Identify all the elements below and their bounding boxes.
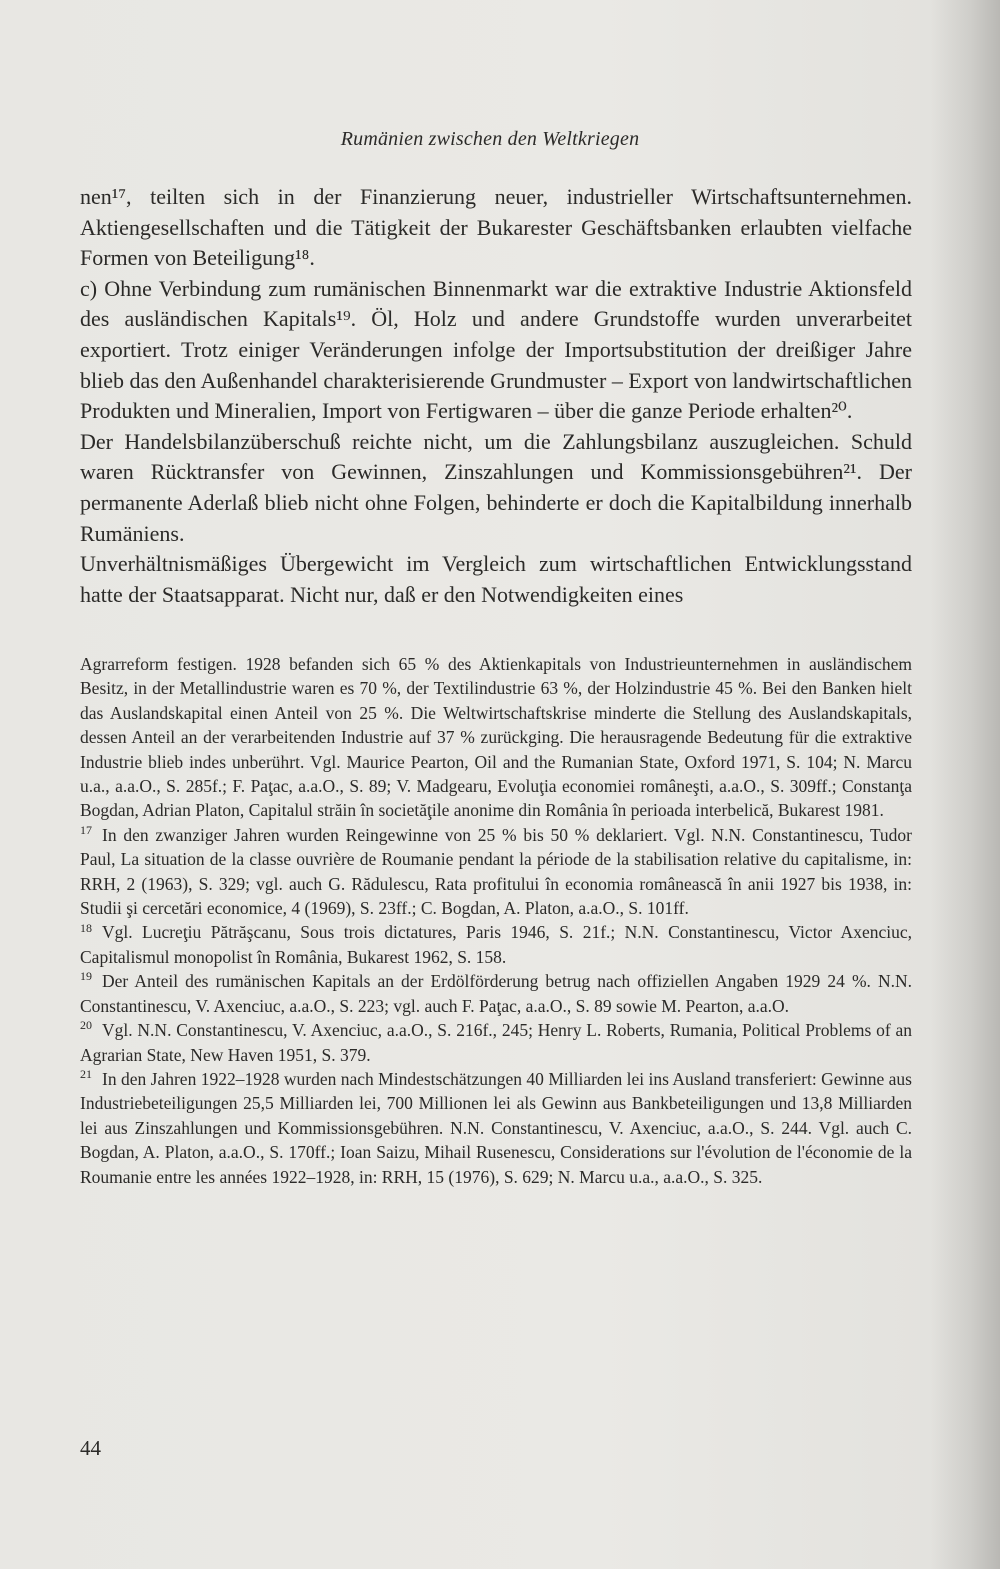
body-paragraph: nen¹⁷, teilten sich in der Finanzierung neuer, industrieller Wirtschaftsunternehmen. Aktiengesellschaften und die Tätigkeit der Bukarester Geschäftsbanken erlaubten vielfache Formen von Beteiligung¹⁸.	[80, 184, 912, 271]
body-paragraph: Unverhältnismäßiges Übergewicht im Vergleich zum wirtschaftlichen Entwicklungsstand hatte der Staatsapparat. Nicht nur, daß er den Notwendigkeiten eines	[80, 551, 912, 607]
running-head: Rumänien zwischen den Weltkriegen	[340, 128, 640, 150]
footnote-number: 17	[80, 823, 92, 838]
body-paragraph: Der Handelsbilanzüberschuß reichte nicht, um die Zahlungsbilanz auszugleichen. Schuld waren Rücktransfer von Gewinnen, Zinszahlungen und Kommissionsgebühren²¹. Der permanente Aderlaß blieb nicht ohne Folgen, behinderte er doch die Kapitalbildung innerhalb Rumäniens.	[80, 428, 912, 546]
footnote-text: In den Jahren 1922–1928 wurden nach Mindestschätzungen 40 Milliarden lei ins Ausland transferiert: Gewinne aus Industriebeteiligungen 25,5 Milliarden lei, 700 Millionen lei als Gewinn aus Bankbeteiligungen und 13,8 Milliarden lei aus Zinszahlungen und Kommissionsgebühren. N.N. Constantinescu, V. Axenciuc, a.a.O., S. 244. Vgl. auch C. Bogdan, A. Platon, a.a.O., S. 170ff.; Ioan Saizu, Mihail Rusenescu, Considerations sur l'évolution de l'économie de la Roumanie entre les années 1922–1928, in: RRH, 15 (1976), S. 629; N. Marcu u.a., a.a.O., S. 325.	[80, 1068, 912, 1187]
footnote-21	[80, 1067, 912, 1189]
footnote-18	[80, 920, 912, 969]
footnotes	[80, 652, 912, 1189]
body-paragraph: c) Ohne Verbindung zum rumänischen Binnenmarkt war die extraktive Industrie Aktionsfeld des ausländischen Kapitals¹⁹. Öl, Holz und andere Grundstoffe wurden unverarbeitet exportiert. Trotz einiger Veränderungen infolge der Importsubstitution der dreißiger Jahre blieb das den Außenhandel charakterisierende Grundmuster – Export von landwirtschaftlichen Produkten und Mineralien, Import von Fertigwaren – über die ganze Periode erhalten²⁰.	[80, 275, 912, 424]
footnote-text: Der Anteil des rumänischen Kapitals an der Erdölförderung betrug nach offiziellen Angaben 1929 24 %. N.N. Constantinescu, V. Axenciuc, a.a.O., S. 223; vgl. auch F. Paţac, a.a.O., S. 89 sowie M. Pearton, a.a.O.	[80, 971, 912, 1016]
footnote-text: Vgl. Lucreţiu Pătrăşcanu, Sous trois dictatures, Paris 1946, S. 21f.; N.N. Constantinescu, Victor Axenciuc, Capitalismul monopolist în România, Bukarest 1962, S. 158.	[80, 922, 912, 967]
footnote-number: 20	[80, 1018, 92, 1033]
footnote-17	[80, 823, 912, 921]
footnote-20	[80, 1018, 912, 1067]
footnote-continuation	[80, 652, 912, 823]
main-text	[80, 182, 912, 610]
footnote-text: Agrarreform festigen. 1928 befanden sich 65 % des Aktienkapitals von Industrieunternehmen in ausländischem Besitz, in der Metallindustrie waren es 70 %, der Textilindustrie 63 %, der Holzindustrie 45 %. Bei den Banken hielt das Auslandskapital einen Anteil von 25 %. Die Weltwirtschaftskrise minderte die Stellung des Auslandskapitals, dessen Anteil an der verarbeitenden Industrie auf 37 % zurückging. Die herausragende Bedeutung für die extraktive Industrie blieb indes unberührt. Vgl. Maurice Pearton, Oil and the Rumanian State, Oxford 1971, S. 104; N. Marcu u.a., a.a.O., S. 285f.; F. Paţac, a.a.O., S. 89; V. Madgearu, Evoluţia economiei româneşti, a.a.O., S. 309ff.; Constanţa Bogdan, Adrian Platon, Capitalul străin în societăţile anonime din România în perioada interbelică, Bukarest 1981.	[80, 654, 912, 821]
footnote-number: 21	[80, 1067, 92, 1082]
footnote-19	[80, 969, 912, 1018]
footnote-number: 18	[80, 920, 92, 935]
footnote-text: Vgl. N.N. Constantinescu, V. Axenciuc, a.a.O., S. 216f., 245; Henry L. Roberts, Rumania, Political Problems of an Agrarian State, New Haven 1951, S. 379.	[80, 1020, 912, 1065]
footnote-number: 19	[80, 969, 92, 984]
footnote-text: In den zwanziger Jahren wurden Reingewinne von 25 % bis 50 % deklariert. Vgl. N.N. Constantinescu, Tudor Paul, La situation de la classe ouvrière de Roumanie pendant la période de la stabilisation relative du capitalisme, in: RRH, 2 (1963), S. 329; vgl. auch G. Rădulescu, Rata profitului în economia românească în anii 1927 bis 1938, in: Studii şi cercetări economice, 4 (1969), S. 23ff.; C. Bogdan, A. Platon, a.a.O., S. 101ff.	[80, 824, 912, 919]
page-number: 44	[80, 1436, 101, 1460]
